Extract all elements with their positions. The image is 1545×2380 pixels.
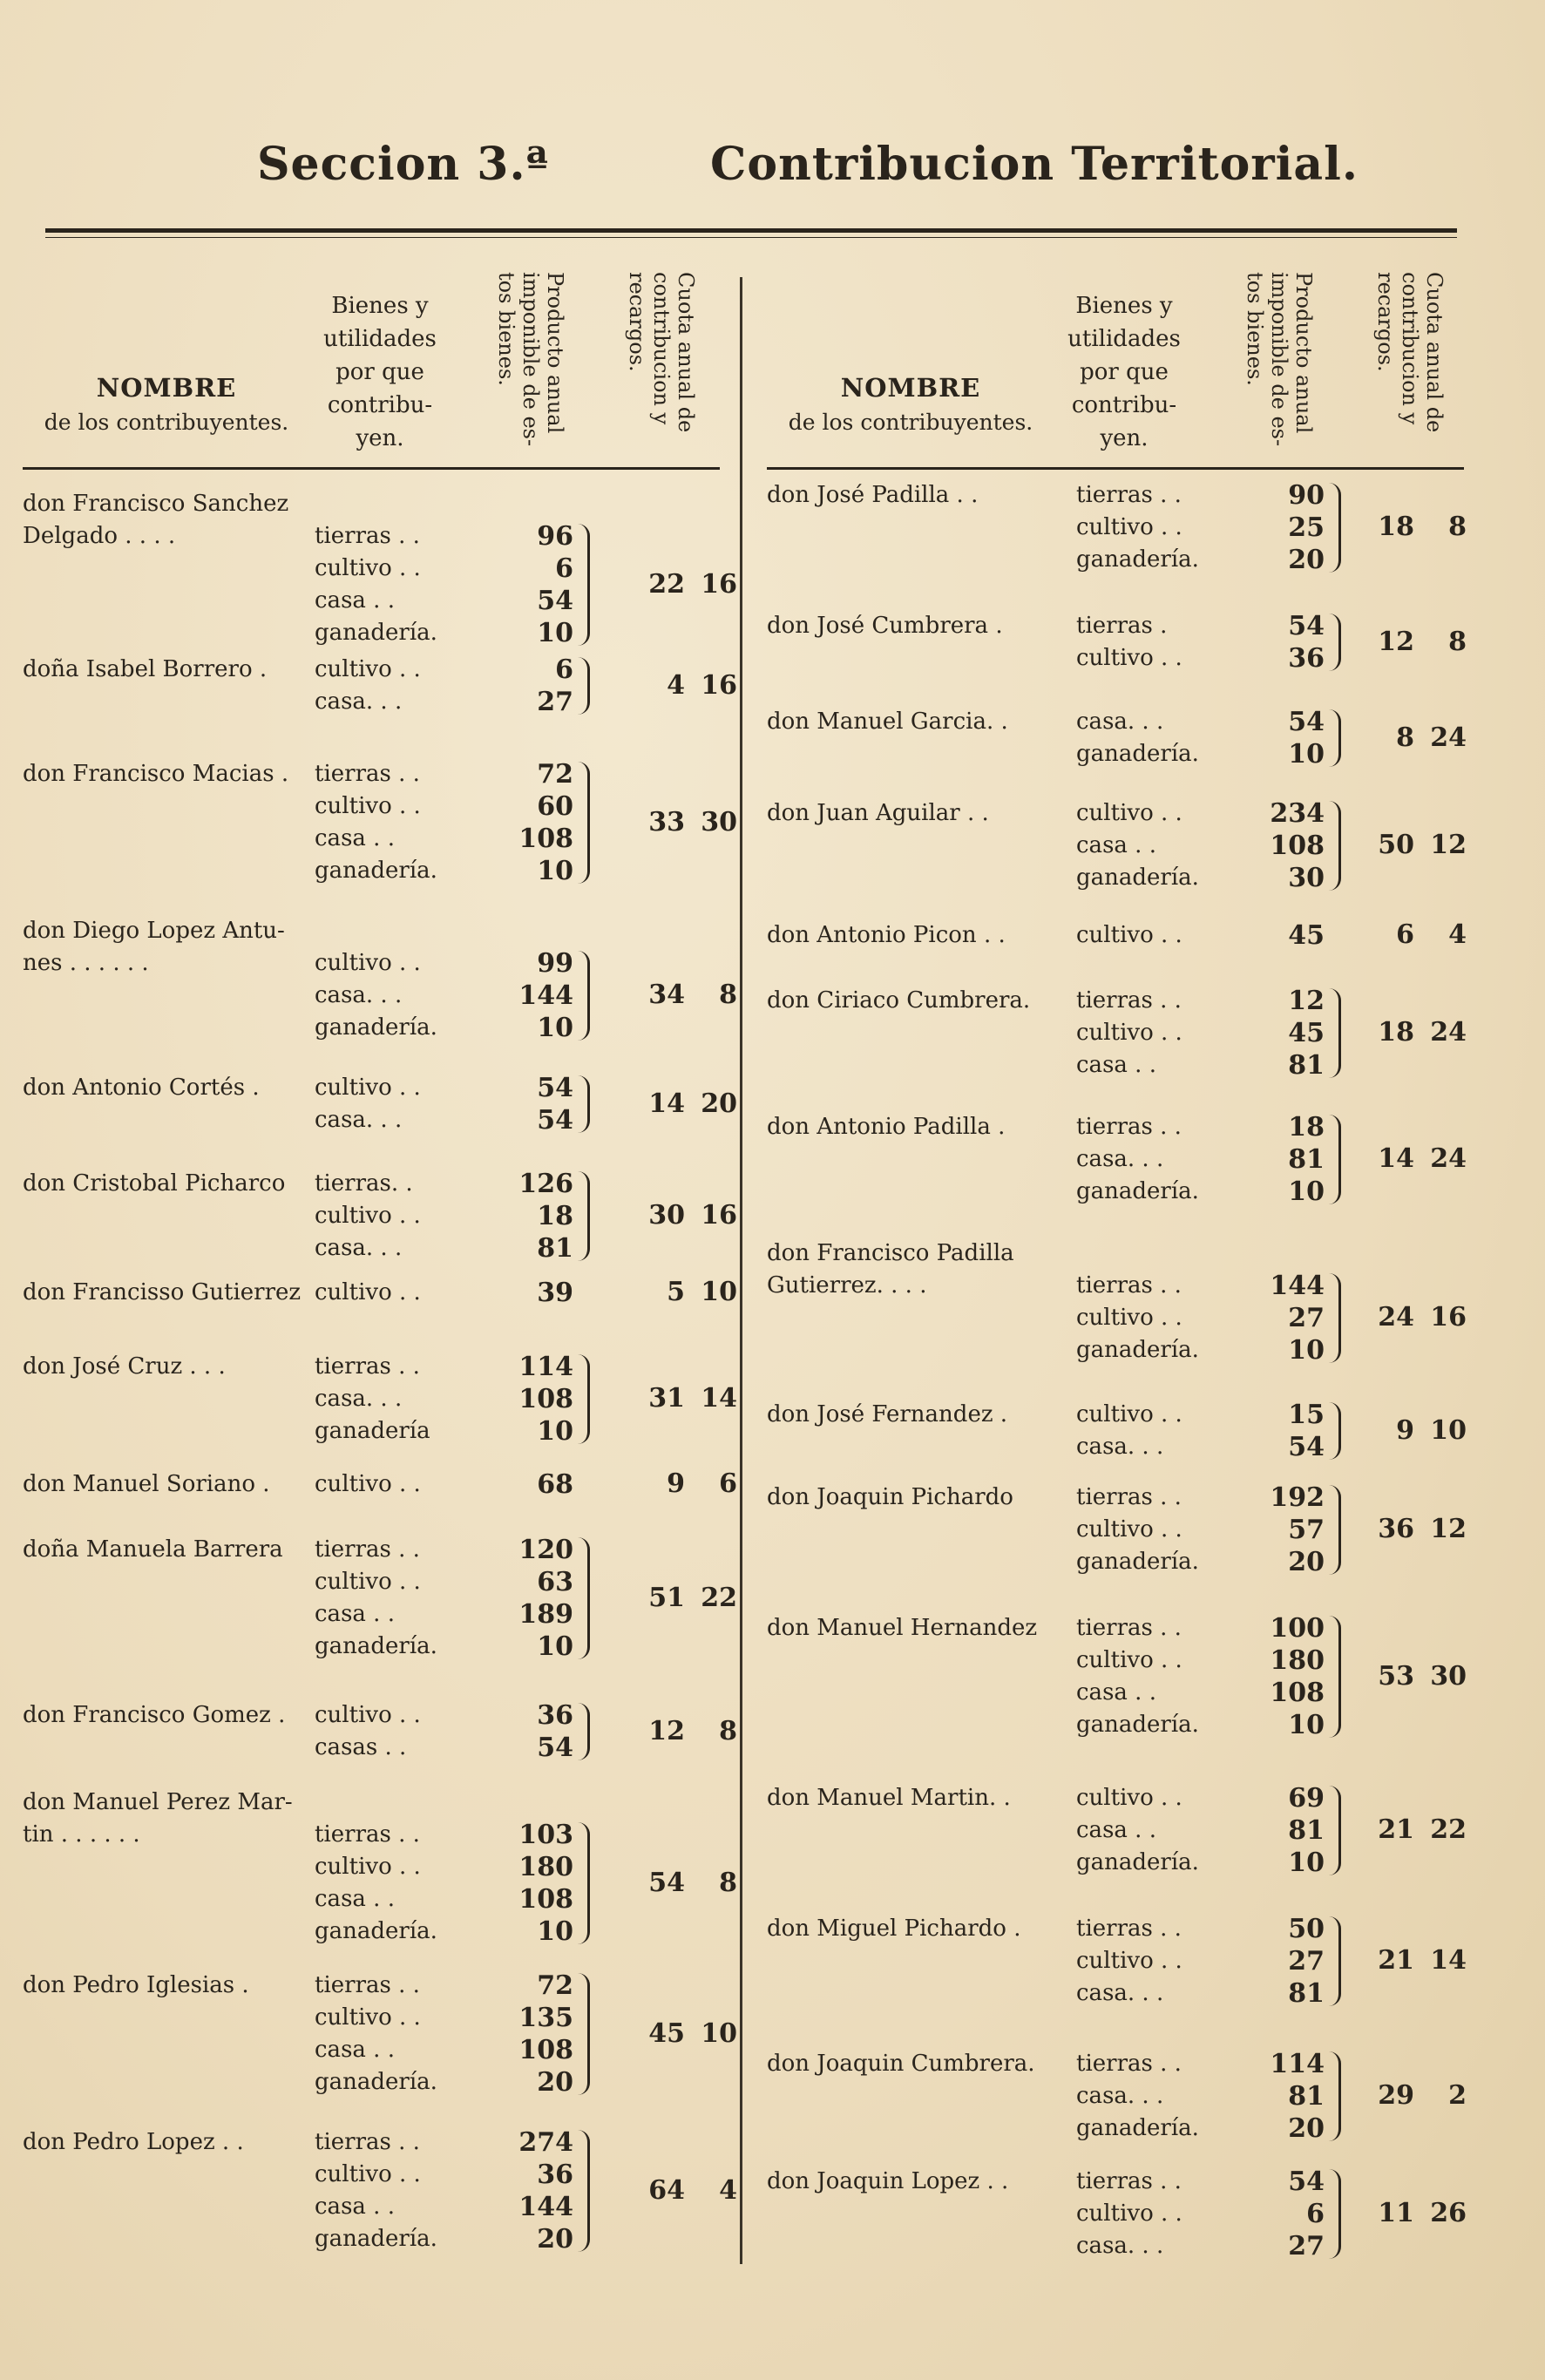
header-producto: Producto anual imponible de es-tos bienes. [1243, 272, 1316, 447]
property-type: casa. . . [315, 1107, 403, 1133]
taxpayer-name: don Cristobal Picharco [23, 1170, 286, 1197]
property-type: casa . . [315, 2194, 395, 2220]
taxpayer-name: don Francisco Gomez . [23, 1702, 286, 1728]
property-type: cultivo . . [1076, 1020, 1182, 1046]
taxpayer-name: don Juan Aguilar . . [767, 800, 989, 826]
taxable-product-value: 96 [537, 521, 573, 552]
property-type: casa. . . [1076, 1146, 1164, 1172]
property-type: ganadería [315, 1418, 430, 1444]
property-type: cultivo . . [1076, 1785, 1182, 1811]
quota-maravedis: 30 [701, 806, 737, 837]
taxable-product-value: 144 [1270, 1271, 1325, 1301]
property-type: cultivo . . [315, 1075, 421, 1101]
taxable-product-value: 274 [518, 2127, 573, 2158]
taxable-product-value: 144 [518, 2192, 573, 2222]
quota-reales: 53 [1378, 1660, 1414, 1692]
property-type: ganadería. [1076, 1337, 1199, 1363]
property-type: ganadería. [315, 620, 437, 646]
taxable-product-value: 189 [518, 1599, 573, 1630]
property-type: cultivo . . [315, 1854, 421, 1880]
property-type: casa . . [315, 825, 395, 851]
property-type: casa . . [1076, 1679, 1156, 1705]
quota-maravedis: 10 [701, 2017, 737, 2049]
top-rule-thin [45, 237, 1457, 238]
quota-maravedis: 4 [719, 2174, 737, 2206]
taxable-product-value: 114 [518, 1352, 573, 1382]
quota-maravedis: 10 [701, 1277, 737, 1307]
taxable-product-value: 50 [1288, 1914, 1325, 1944]
taxable-product-value: 103 [518, 1820, 573, 1850]
group-brace [577, 524, 590, 646]
taxpayer-name: don Antonio Picon . . [767, 922, 1006, 948]
property-type: cultivo . . [1076, 514, 1182, 540]
taxable-product-value: 54 [537, 1073, 573, 1103]
quota-reales: 4 [667, 669, 685, 701]
taxable-product-value: 20 [1288, 545, 1325, 575]
quota-reales: 21 [1378, 1814, 1414, 1845]
group-brace [1328, 988, 1341, 1078]
taxable-product-value: 6 [555, 654, 573, 685]
property-type: cultivo . . [315, 1203, 421, 1229]
taxable-product-value: 100 [1270, 1613, 1325, 1644]
quota-reales: 14 [1378, 1143, 1414, 1174]
property-type: cultivo . . [315, 2004, 421, 2031]
taxpayer-name: doña Manuela Barrera [23, 1536, 283, 1563]
right-table [767, 241, 1467, 2261]
taxpayer-name: don Francisso Gutierrez [23, 1279, 302, 1305]
header-name-word: NOMBRE [96, 373, 237, 403]
property-type: ganadería. [1076, 1849, 1199, 1875]
taxable-product-value: 10 [1288, 739, 1325, 770]
header-name-word: NOMBRE [840, 373, 981, 403]
group-brace [1328, 1485, 1341, 1575]
taxable-product-value: 10 [1288, 1710, 1325, 1740]
property-type: cultivo . . [315, 950, 421, 976]
property-type: ganadería. [315, 1918, 437, 1944]
quota-reales: 31 [648, 1383, 685, 1414]
group-brace [1328, 2169, 1341, 2259]
quota-maravedis: 22 [701, 1582, 737, 1613]
group-brace [1328, 1402, 1341, 1460]
group-brace [577, 951, 590, 1041]
property-type: tierras . . [1076, 1916, 1182, 1942]
quota-reales: 12 [1378, 626, 1414, 657]
property-type: ganadería. [1076, 1712, 1199, 1738]
quota-reales: 24 [1378, 1302, 1414, 1332]
property-type: ganadería. [315, 2226, 437, 2252]
property-type: casa . . [1076, 1817, 1156, 1843]
column-divider [740, 277, 742, 2264]
quota-maravedis: 6 [719, 1468, 737, 1499]
taxable-product-value: 20 [537, 2224, 573, 2255]
quota-maravedis: 8 [719, 980, 737, 1010]
taxable-product-value: 27 [1288, 1303, 1325, 1333]
property-type: casa. . . [1076, 709, 1164, 735]
taxable-product-value: 68 [537, 1469, 573, 1500]
property-type: tierras . . [1076, 987, 1182, 1014]
taxpayer-name: don José Fernandez . [767, 1401, 1008, 1427]
property-type: casa. . . [315, 982, 403, 1008]
quota-reales: 5 [667, 1277, 685, 1307]
taxable-product-value: 108 [1270, 831, 1325, 861]
taxable-product-value: 108 [1270, 1678, 1325, 1708]
taxable-product-value: 72 [537, 759, 573, 790]
taxpayer-name: don José Padilla . . [767, 482, 979, 508]
property-type: tierras . . [1076, 1484, 1182, 1510]
property-type: cultivo . . [1076, 1516, 1182, 1543]
group-brace [1328, 483, 1341, 573]
taxable-product-value: 144 [518, 980, 573, 1011]
taxable-product-value: 27 [1288, 2231, 1325, 2261]
property-type: cultivo . . [1076, 1948, 1182, 1974]
quota-reales: 51 [648, 1582, 685, 1613]
taxpayer-name: don Francisco Padilla Gutierrez. . . . [767, 1240, 1014, 1298]
taxable-product-value: 234 [1270, 798, 1325, 829]
taxable-product-value: 63 [537, 1567, 573, 1597]
property-type: ganadería. [1076, 546, 1199, 573]
taxable-product-value: 10 [537, 1416, 573, 1447]
quota-reales: 9 [1396, 1414, 1414, 1446]
taxpayer-name: don Pedro Iglesias . [23, 1972, 249, 1998]
group-brace [577, 1171, 590, 1261]
property-type: ganadería. [1076, 741, 1199, 767]
quota-maravedis: 16 [701, 568, 737, 600]
group-brace [1328, 1916, 1341, 2006]
property-type: tierras . . [315, 523, 420, 549]
taxable-product-value: 20 [537, 2067, 573, 2098]
taxable-product-value: 57 [1288, 1515, 1325, 1545]
header-bienes: Bienes y utilidades por que contribu-yen. [1067, 293, 1181, 451]
header-producto: Producto anual imponible de es-tos bienes. [494, 272, 567, 447]
quota-reales: 8 [1396, 722, 1414, 753]
property-type: tierras . . [315, 761, 420, 787]
property-type: ganadería. [1076, 2115, 1199, 2141]
property-type: ganadería. [315, 1633, 437, 1659]
group-brace [577, 1822, 590, 1944]
property-type: tierras . . [315, 1536, 420, 1563]
taxable-product-value: 108 [518, 1384, 573, 1414]
property-type: casa . . [315, 587, 395, 614]
taxpayer-name: don Joaquin Lopez . . [767, 2168, 1009, 2194]
taxable-product-value: 180 [1270, 1645, 1325, 1676]
quota-maravedis: 14 [701, 1383, 737, 1414]
taxpayer-name: don Manuel Perez Mar-tin . . . . . . [23, 1789, 293, 1848]
taxpayer-name: don Francisco Macias . [23, 761, 289, 787]
quota-reales: 29 [1378, 2080, 1414, 2111]
taxable-product-value: 54 [537, 1105, 573, 1136]
header-name [23, 371, 310, 439]
quota-reales: 6 [1396, 919, 1414, 950]
group-brace [577, 1354, 590, 1444]
property-type: cultivo . . [1076, 2200, 1182, 2227]
taxable-product-value: 20 [1288, 2113, 1325, 2144]
group-brace [1328, 709, 1341, 767]
taxable-product-value: 10 [537, 618, 573, 648]
quota-reales: 30 [648, 1200, 685, 1231]
quota-maravedis: 2 [1448, 2080, 1467, 2111]
property-type: cultivo . . [1076, 1401, 1182, 1427]
taxable-product-value: 10 [1288, 1335, 1325, 1366]
taxable-product-value: 81 [1288, 1144, 1325, 1175]
quota-maravedis: 8 [719, 1867, 737, 1898]
taxpayer-name: don Antonio Cortés . [23, 1075, 260, 1101]
quota-reales: 33 [648, 806, 685, 837]
taxpayer-name: doña Isabel Borrero . [23, 656, 268, 682]
page-header [0, 131, 1545, 200]
taxable-product-value: 108 [518, 2035, 573, 2065]
group-brace [577, 1075, 590, 1133]
taxable-product-value: 81 [1288, 1050, 1325, 1081]
property-type: cultivo . . [1076, 800, 1182, 826]
property-type: tierras . . [1076, 1615, 1182, 1641]
quota-maravedis: 24 [1430, 1143, 1467, 1174]
header-name-sub: de los contribuyentes. [44, 410, 289, 435]
property-type: casa . . [315, 1601, 395, 1627]
property-type: tierras . [1076, 613, 1168, 639]
quota-maravedis: 16 [701, 669, 737, 701]
taxable-product-value: 72 [537, 1970, 573, 2001]
quota-reales: 50 [1378, 830, 1414, 860]
quota-maravedis: 12 [1430, 1514, 1467, 1544]
taxable-product-value: 69 [1288, 1783, 1325, 1814]
quota-reales: 34 [648, 980, 685, 1010]
property-type: casa . . [1076, 832, 1156, 858]
taxable-product-value: 27 [537, 687, 573, 717]
group-brace [1328, 2051, 1341, 2141]
group-brace [1328, 1786, 1341, 1875]
header-cuota: Cuota anual de contribucion y recargos. [625, 272, 698, 433]
group-brace [1328, 614, 1341, 671]
taxable-product-value: 135 [518, 2003, 573, 2033]
property-type: tierras . . [1076, 1272, 1182, 1298]
quota-maravedis: 20 [701, 1088, 737, 1119]
property-type: cultivo . . [315, 1569, 421, 1595]
property-type: cultivo . . [315, 2161, 421, 2187]
quota-reales: 18 [1378, 512, 1414, 542]
taxable-product-value: 18 [537, 1201, 573, 1231]
property-type: cultivo . . [315, 656, 421, 682]
quota-maravedis: 16 [701, 1200, 737, 1231]
group-brace [1328, 1273, 1341, 1363]
taxpayer-name: don Manuel Hernandez [767, 1615, 1038, 1641]
taxable-product-value: 54 [1288, 707, 1325, 737]
taxable-product-value: 192 [1270, 1482, 1325, 1513]
quota-maravedis: 4 [1448, 919, 1467, 950]
left-column-headers [23, 241, 720, 470]
property-type: tierras. . [315, 1170, 413, 1197]
quota-maravedis: 12 [1430, 830, 1467, 860]
quota-reales: 12 [648, 1715, 685, 1746]
taxable-product-value: 114 [1270, 2049, 1325, 2079]
section-title: Seccion 3.ª [257, 138, 549, 191]
group-brace [1328, 801, 1341, 891]
property-type: casa . . [315, 2037, 395, 2063]
property-type: tierras . . [315, 1353, 420, 1380]
property-type: casa. . . [1076, 1980, 1164, 2006]
quota-reales: 45 [648, 2017, 685, 2049]
property-type: ganadería. [315, 858, 437, 884]
group-brace [1328, 1616, 1341, 1738]
property-type: cultivo . . [315, 1471, 421, 1497]
taxable-product-value: 108 [518, 1884, 573, 1915]
taxpayer-name: don Manuel Soriano . [23, 1471, 270, 1497]
taxable-product-value: 20 [1288, 1547, 1325, 1577]
taxable-product-value: 10 [537, 1631, 573, 1662]
group-brace [577, 2130, 590, 2252]
header-name [767, 371, 1054, 439]
quota-reales: 22 [648, 568, 685, 600]
property-type: cultivo . . [315, 1279, 421, 1305]
taxable-product-value: 180 [518, 1852, 573, 1882]
taxable-product-value: 54 [537, 1732, 573, 1763]
taxpayer-name: don José Cumbrera . [767, 613, 1003, 639]
taxable-product-value: 108 [518, 824, 573, 854]
group-brace [577, 657, 590, 715]
quota-maravedis: 8 [1448, 512, 1467, 542]
quota-maravedis: 14 [1430, 1945, 1467, 1976]
property-type: tierras . . [315, 1821, 420, 1848]
quota-maravedis: 22 [1430, 1814, 1467, 1845]
taxpayer-name: don José Cruz . . . [23, 1353, 226, 1380]
header-cuota: Cuota anual de contribucion y recargos. [1373, 272, 1447, 433]
quota-reales: 54 [648, 1867, 685, 1898]
taxable-product-value: 10 [537, 856, 573, 886]
quota-reales: 9 [667, 1468, 685, 1499]
taxpayer-name: don Francisco Sanchez Delgado . . . . [23, 491, 289, 549]
taxable-product-value: 54 [1288, 1432, 1325, 1462]
taxable-product-value: 36 [537, 1700, 573, 1731]
taxable-product-value: 39 [537, 1278, 573, 1308]
group-brace [577, 1703, 590, 1760]
property-type: ganadería. [1076, 1549, 1199, 1575]
property-type: ganadería. [1076, 1178, 1199, 1204]
quota-reales: 64 [648, 2174, 685, 2206]
taxable-product-value: 25 [1288, 512, 1325, 543]
taxpayer-name: don Pedro Lopez . . [23, 2129, 244, 2155]
property-type: ganadería. [315, 1014, 437, 1041]
property-type: casa. . . [315, 1235, 403, 1261]
taxable-product-value: 6 [1306, 2199, 1325, 2229]
property-type: cultivo . . [1076, 1647, 1182, 1673]
property-type: casa. . . [1076, 2233, 1164, 2259]
property-type: ganadería. [315, 2069, 437, 2095]
quota-maravedis: 24 [1430, 1017, 1467, 1048]
taxable-product-value: 126 [518, 1169, 573, 1199]
taxpayer-name: don Ciriaco Cumbrera. [767, 987, 1031, 1014]
taxable-product-value: 15 [1288, 1400, 1325, 1430]
property-type: casa . . [1076, 1052, 1156, 1078]
quota-reales: 21 [1378, 1945, 1414, 1976]
property-type: cultivo . . [1076, 922, 1182, 948]
taxable-product-value: 45 [1288, 920, 1325, 951]
taxable-product-value: 18 [1288, 1112, 1325, 1143]
left-table [23, 241, 737, 2255]
quota-reales: 36 [1378, 1514, 1414, 1544]
taxable-product-value: 54 [537, 586, 573, 616]
quota-maravedis: 8 [1448, 626, 1467, 657]
taxable-product-value: 45 [1288, 1018, 1325, 1048]
top-rule [45, 228, 1457, 233]
group-brace [1328, 1115, 1341, 1204]
taxable-product-value: 10 [537, 1916, 573, 1947]
group-brace [577, 762, 590, 884]
property-type: cultivo . . [315, 793, 421, 819]
quota-reales: 14 [648, 1088, 685, 1119]
taxable-product-value: 27 [1288, 1946, 1325, 1977]
taxable-product-value: 60 [537, 791, 573, 822]
taxpayer-name: don Antonio Padilla . [767, 1114, 1006, 1140]
quota-maravedis: 16 [1430, 1302, 1467, 1332]
property-type: casas . . [315, 1734, 407, 1760]
taxable-product-value: 81 [1288, 2081, 1325, 2112]
taxable-product-value: 10 [1288, 1848, 1325, 1878]
taxpayer-name: don Manuel Garcia. . [767, 709, 1008, 735]
taxable-product-value: 90 [1288, 480, 1325, 511]
quota-maravedis: 30 [1430, 1660, 1467, 1692]
property-type: casa. . . [1076, 1434, 1164, 1460]
group-brace [577, 1973, 590, 2095]
property-type: casa . . [315, 1886, 395, 1912]
property-type: cultivo . . [1076, 1305, 1182, 1331]
group-brace [577, 1537, 590, 1659]
page-title: Contribucion Territorial. [710, 138, 1359, 191]
quota-reales: 11 [1378, 2198, 1414, 2228]
taxable-product-value: 54 [1288, 2166, 1325, 2197]
taxable-product-value: 54 [1288, 611, 1325, 641]
property-type: tierras . . [1076, 1114, 1182, 1140]
taxable-product-value: 120 [518, 1535, 573, 1565]
taxpayer-name: don Joaquin Pichardo [767, 1484, 1013, 1510]
property-type: tierras . . [1076, 2168, 1182, 2194]
taxable-product-value: 99 [537, 948, 573, 979]
right-column-headers [767, 241, 1464, 470]
taxable-product-value: 36 [1288, 643, 1325, 674]
property-type: ganadería. [1076, 865, 1199, 891]
property-type: casa. . . [315, 1386, 403, 1412]
property-type: tierras . . [1076, 2051, 1182, 2077]
header-bienes: Bienes y utilidades por que contribu-yen. [323, 293, 437, 451]
property-type: cultivo . . [315, 1702, 421, 1728]
taxable-product-value: 10 [1288, 1176, 1325, 1207]
taxpayer-name: don Diego Lopez Antu-nes . . . . . . [23, 918, 285, 976]
taxable-product-value: 10 [537, 1013, 573, 1043]
quota-maravedis: 8 [719, 1715, 737, 1746]
property-type: casa. . . [1076, 2083, 1164, 2109]
property-type: cultivo . . [1076, 645, 1182, 671]
taxable-product-value: 36 [537, 2160, 573, 2190]
property-type: casa. . . [315, 688, 403, 715]
property-type: tierras . . [315, 1972, 420, 1998]
property-type: cultivo . . [315, 555, 421, 581]
property-type: tierras . . [315, 2129, 420, 2155]
taxpayer-name: don Manuel Martin. . [767, 1785, 1011, 1811]
taxable-product-value: 81 [1288, 1978, 1325, 2009]
taxable-product-value: 6 [555, 553, 573, 584]
taxable-product-value: 30 [1288, 863, 1325, 893]
property-type: tierras . . [1076, 482, 1182, 508]
header-name-sub: de los contribuyentes. [788, 410, 1033, 435]
quota-reales: 18 [1378, 1017, 1414, 1048]
taxable-product-value: 12 [1288, 986, 1325, 1016]
quota-maravedis: 24 [1430, 722, 1467, 753]
taxable-product-value: 81 [1288, 1815, 1325, 1846]
taxable-product-value: 81 [537, 1233, 573, 1264]
quota-maravedis: 26 [1430, 2198, 1467, 2228]
taxpayer-name: don Joaquin Cumbrera. [767, 2051, 1035, 2077]
taxpayer-name: don Miguel Pichardo . [767, 1916, 1021, 1942]
quota-maravedis: 10 [1430, 1414, 1467, 1446]
